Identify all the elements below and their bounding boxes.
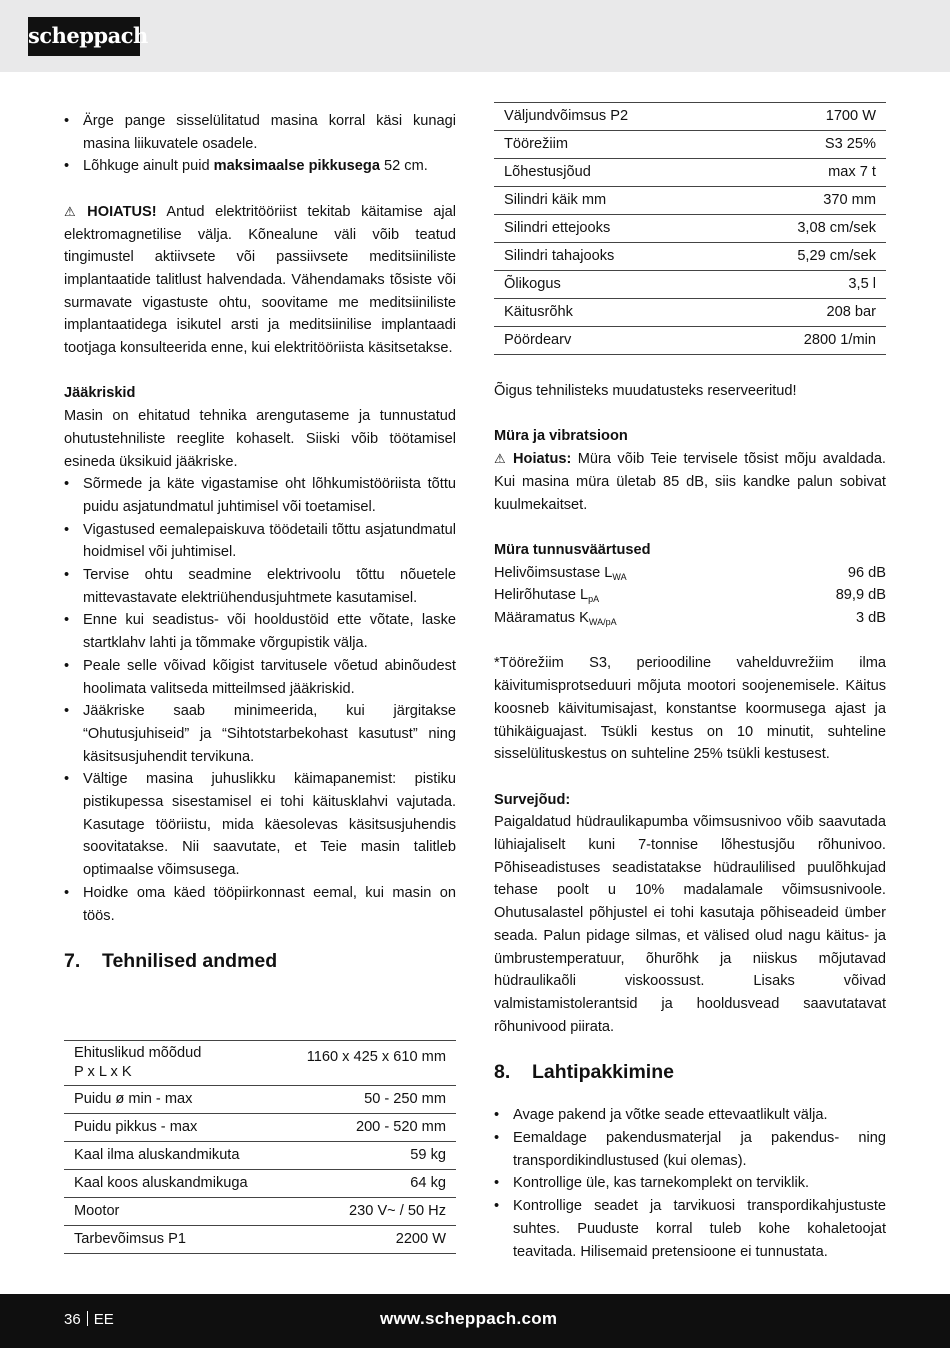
spec-label: Kaal ilma aluskandmikuta xyxy=(64,1142,280,1170)
spec-value: 3,5 l xyxy=(730,271,886,299)
left-column xyxy=(64,110,456,973)
section-8-heading: 8. Lahtipakkimine xyxy=(494,1061,674,1084)
list-item xyxy=(64,155,456,178)
table-row xyxy=(494,159,886,187)
spec-label: Silindri käik mm xyxy=(494,187,730,215)
list-item: • Hoidke oma käed tööpiirkonnast eemal, kui masin on töös. xyxy=(64,882,456,927)
spec-value: max 7 t xyxy=(730,159,886,187)
noise-heading: Müra ja vibratsioon xyxy=(494,428,628,445)
list-item: • Peale selle võivad kõigist tarvitusele võetud abinõudest hoolimata valitseda mitteilmsed jääkriskid. xyxy=(64,655,456,700)
operating-mode-note: *Töörežiim S3, perioodiline vahelduvrežiim ilma käivitumisprotseduuri mõjuta mootori soojenemisele. Käitus koosneb käivitumisajast, konstantse koormusega ajast ja tühikäiguajast. Tsükli kestus on 10 minutit, suhteline sisselülituskestus on suhteline 25% tsükli kestusest. xyxy=(494,655,886,763)
spec-value: 230 V~ / 50 Hz xyxy=(280,1198,456,1226)
list-item: • Eemaldage pakendusmaterjal ja pakendus- ning transpordikindlustused (kui olemas). xyxy=(494,1127,886,1172)
right-column xyxy=(494,380,886,1263)
warning-label: Hoiatus: xyxy=(513,451,572,468)
page-number: 36 EE xyxy=(64,1311,114,1328)
website-url: www.scheppach.com xyxy=(380,1309,558,1328)
language-code: EE xyxy=(93,1311,114,1328)
table-row xyxy=(494,299,886,327)
table-row xyxy=(64,1086,456,1114)
force-heading: Survejõud: xyxy=(494,791,571,808)
noise-row: Helirõhutase $L_{pA}$ 89,9 dB xyxy=(494,587,886,605)
noise-values-heading: Müra tunnusväärtused xyxy=(494,541,651,558)
spec-label: Töörežiim xyxy=(494,131,730,159)
table-row xyxy=(494,243,886,271)
reserve-note: Õigus tehnilisteks muudatusteks reserveeritud! xyxy=(494,383,797,399)
spec-value: 208 bar xyxy=(730,299,886,327)
section-7-heading: 7. Tehnilised andmed xyxy=(64,950,278,973)
list-item: • Ärge pange sisselülitatud masina korral käsi kunagi masina liikuvatele osadele. xyxy=(64,110,456,155)
spec-label: Lõhestusjõud xyxy=(494,159,730,187)
spec-value: 59 kg xyxy=(280,1142,456,1170)
list-item: • Vältige masina juhuslikku käimapanemist: pistiku pistikupessa sisestamisel ei tohi käitusklahvi vajutada. Kasutage tööriistu, mida käesolevas käsitsusjuhendis soovitatakse. Nii saavutate, et Teie masin talitleb optimaalse võimsusega. xyxy=(64,768,456,882)
table-row xyxy=(64,1226,456,1254)
spec-label: Kaal koos aluskandmikuga xyxy=(64,1170,280,1198)
list-item: • Vigastused eemalepaiskuva töödetaili tõttu asjatundmatul hoidmisel või juhtimisel. xyxy=(64,519,456,564)
spec-value: 2800 1/min xyxy=(730,327,886,355)
table-row xyxy=(64,1170,456,1198)
spec-label: Pöördearv xyxy=(494,327,730,355)
spec-label: Õlikogus xyxy=(494,271,730,299)
spec-value: 370 mm xyxy=(730,187,886,215)
noise-row: Helivõimsustase $L_{WA}$ 96 dB xyxy=(494,564,886,582)
list-item-text: 52 cm. xyxy=(379,158,428,175)
force-text: Paigaldatud hüdraulikapumba võimsusnivoo võib saavutada lühiajaliselt kuni 7-tonnise lõhestusjõu rõhunivoo. Põhiseadistuses seadistatakse hüdraulilised puulõhkujad tehase poolt u 10% madalamale võimsusnivoole. Ohutusalastel põhjustel ei tohi kasutaja põhiseadeid ümber seada. Palun pidage silmas, et välised olud nagu käitus- ja ümbrustemperatuur, õhurõhk ja niiskus mõjutavad hüdraulikaõli viskoossust. Lisaks võivad valmistamistolerantsid ja hooldusvead saavutatavat rõhunivood piirata. xyxy=(494,814,886,1035)
table-row xyxy=(64,1198,456,1226)
spec-value: 200 - 520 mm xyxy=(280,1114,456,1142)
spec-value: S3 25% xyxy=(730,131,886,159)
emf-warning xyxy=(64,201,456,360)
list-item: • Enne kui seadistus- või hooldustöid ette võtate, laske startklahv lahti ja tõmmake võrgupistik välja. xyxy=(64,609,456,654)
spec-label: Tarbevõimsus P1 xyxy=(64,1226,280,1254)
table-row xyxy=(64,1041,456,1086)
table-row xyxy=(64,1114,456,1142)
spec-label: Puidu pikkus - max xyxy=(64,1114,280,1142)
scheppach-logo: scheppach xyxy=(28,17,140,56)
unpack-list xyxy=(494,1104,886,1263)
spec-label: Puidu ø min - max xyxy=(64,1086,280,1114)
spec-value: 1700 W xyxy=(730,103,886,131)
spec-table-right xyxy=(494,102,886,355)
spec-label: Väljundvõimsus P2 xyxy=(494,103,730,131)
list-item: • Jääkriske saab minimeerida, kui järgitakse “Ohutusjuhiseid” ja “Sihtotstarbekohast kasutust” ning käsitsusjuhendit tervikuna. xyxy=(64,700,456,768)
spec-label: Käitusrõhk xyxy=(494,299,730,327)
spec-label: Mootor xyxy=(64,1198,280,1226)
footer-bar xyxy=(0,1294,950,1348)
list-item-bold: maksimaalse pikkusega xyxy=(213,158,380,175)
list-item-text: Lõhkuge ainult puid xyxy=(83,158,214,175)
table-row xyxy=(64,1142,456,1170)
table-row xyxy=(494,215,886,243)
spec-value: 50 - 250 mm xyxy=(280,1086,456,1114)
warning-text: Müra võib Teie tervisele tõsist mõju avaldada. Kui masina müra ületab 85 dB, siis kandke palun sobivat kuulmekaitset. xyxy=(494,451,886,513)
residual-risks-intro: Masin on ehitatud tehnika arengutaseme ja tunnustatud ohutustehniliste reeglite kohaselt. Siiski võib töötamisel esineda üksikuid jääkriske. xyxy=(64,408,456,470)
list-item: • Avage pakend ja võtke seade ettevaatlikult välja. xyxy=(494,1104,886,1127)
table-row xyxy=(494,131,886,159)
table-row xyxy=(494,103,886,131)
spec-value: 2200 W xyxy=(280,1226,456,1254)
spec-value: 64 kg xyxy=(280,1170,456,1198)
spec-label: Silindri ettejooks xyxy=(494,215,730,243)
spec-value: 3,08 cm/sek xyxy=(730,215,886,243)
residual-risks-heading: Jääkriskid xyxy=(64,385,136,402)
table-row xyxy=(494,327,886,355)
spec-label: Silindri tahajooks xyxy=(494,243,730,271)
noise-row: Määramatus $K_{WA/pA}$ 3 dB xyxy=(494,610,886,627)
list-item: • Kontrollige üle, kas tarnekomplekt on terviklik. xyxy=(494,1172,886,1195)
spec-table-left xyxy=(64,1040,456,1254)
spec-label: Ehituslikud mõõdud P x L x K xyxy=(64,1041,280,1086)
warning-triangle-icon: ⚠ xyxy=(494,451,508,467)
warning-label: HOIATUS! xyxy=(87,203,157,220)
noise-warning xyxy=(494,448,886,516)
spec-value: 5,29 cm/sek xyxy=(730,243,886,271)
list-item: • Sõrmede ja käte vigastamise oht lõhkumistööriista tõttu puidu asjatundmatul juhtimisel või toetamisel. xyxy=(64,473,456,518)
list-item: • Tervise ohtu seadmine elektrivoolu tõttu nõuetele mittevastavate elektriühendusjuhtmete kasutamisel. xyxy=(64,564,456,609)
spec-value: 1160 x 425 x 610 mm xyxy=(280,1041,456,1086)
table-row xyxy=(494,187,886,215)
list-item: • Kontrollige seadet ja tarvikuosi transpordikahjustuste suhtes. Puuduste korral tuleb kohe kohaletoojat teavitada. Hilisemaid pretensioone ei tunnustata. xyxy=(494,1195,886,1263)
header-bar xyxy=(0,0,950,72)
residual-risks-list xyxy=(64,473,456,927)
warning-text: Antud elektritööriist tekitab käitamise ajal elektromagnetilise välja. Kõnealune väli võib teatud tingimustel aktiivsete või passiivsete meditsiiniliste implantaatide talitlust halvendada. Vähendamaks tõsiste või surmavate vigastuste ohtu, soovitame me meditsiiniliste implantaatidega isikutel arsti ja meditsiinilise implantaadi tootjaga konsulteerida enne, kui elektritööriista käsitsetakse. xyxy=(64,203,457,357)
warning-triangle-icon: ⚠ xyxy=(64,203,83,219)
table-row xyxy=(494,271,886,299)
